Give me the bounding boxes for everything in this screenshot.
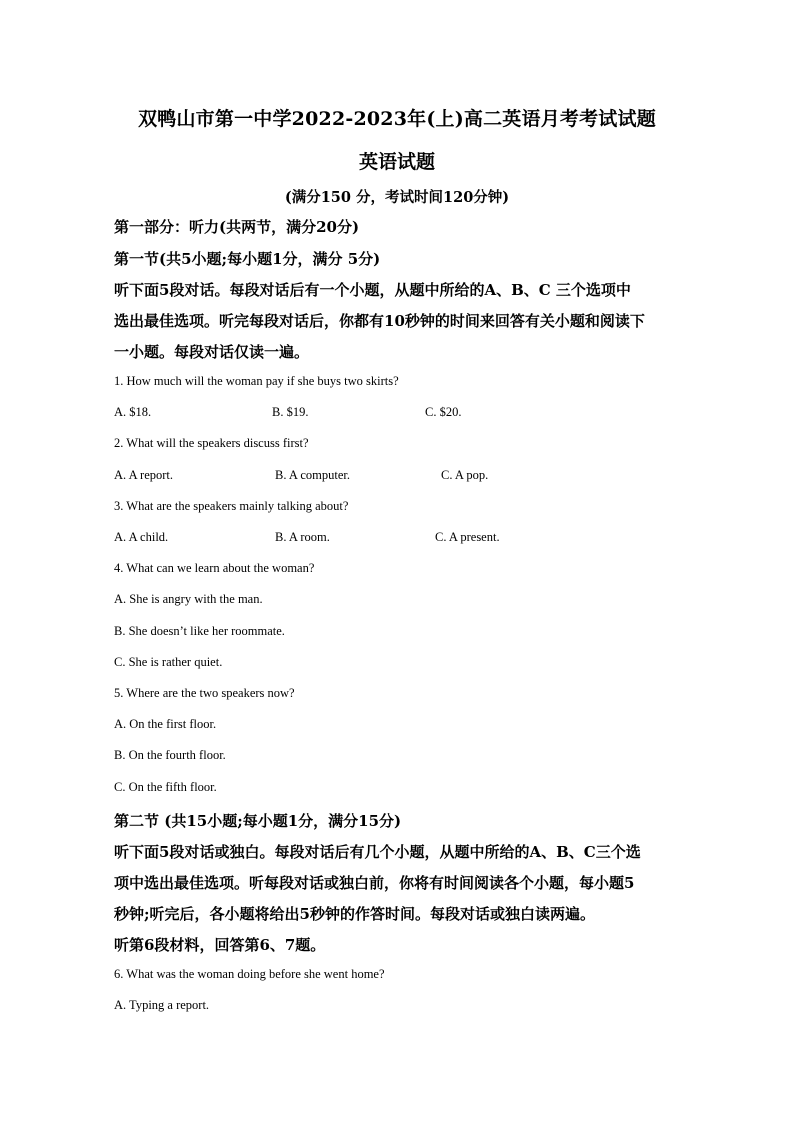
section2-instruction-line: 项中选出最佳选项。听每段对话或独白前，你将有时间阅读各个小题，每小题5: [114, 874, 635, 892]
q3-option-a: A. A child.: [114, 530, 169, 544]
q1-option-c: C. $20.: [425, 405, 462, 419]
q4-option-a: A. She is angry with the man.: [114, 592, 263, 606]
question-1: 1. How much will the woman pay if she buys two skirts?: [114, 374, 399, 388]
section1-instruction-line: 选出最佳选项。听完每段对话后，你都有10秒钟的时间来回答有关小题和阅读下: [114, 312, 645, 330]
score-note: (满分150 分，考试时间120分钟): [284, 189, 510, 206]
question-4: 4. What can we learn about the woman?: [114, 561, 315, 575]
q3-option-c: C. A present.: [435, 530, 500, 544]
q5-option-c: C. On the fifth floor.: [114, 780, 217, 794]
exam-title: 双鸭山市第一中学2022-2023年(上)高二英语月考考试试题: [138, 108, 656, 130]
section1-instruction-line: 听下面5段对话。每段对话后有一个小题，从题中所给的A、B、C 三个选项中: [114, 281, 631, 299]
section1-heading: 第一节(共5小题;每小题1分，满分 5分): [114, 250, 381, 268]
q5-option-b: B. On the fourth floor.: [114, 748, 226, 762]
q4-option-c: C. She is rather quiet.: [114, 655, 223, 669]
section2-heading: 第二节 (共15小题;每小题1分，满分15分): [114, 812, 402, 830]
section2-instruction-line: 听下面5段对话或独白。每段对话后有几个小题，从题中所给的A、B、C三个选: [114, 843, 641, 861]
question-2: 2. What will the speakers discuss first?: [114, 436, 309, 450]
q1-option-b: B. $19.: [272, 405, 309, 419]
q5-option-a: A. On the first floor.: [114, 717, 217, 731]
material-note: 听第6段材料，回答第6、7题。: [114, 936, 326, 954]
q6-option-a: A. Typing a report.: [114, 998, 210, 1012]
q2-option-c: C. A pop.: [441, 468, 489, 482]
part1-heading: 第一部分：听力(共两节，满分20分): [114, 218, 360, 236]
question-6: 6. What was the woman doing before she went home?: [114, 967, 385, 981]
question-3: 3. What are the speakers mainly talking about?: [114, 499, 349, 513]
q1-option-a: A. $18.: [114, 405, 152, 419]
q4-option-b: B. She doesn’t like her roommate.: [114, 624, 285, 638]
q2-option-b: B. A computer.: [275, 468, 350, 482]
section1-instruction-line: 一小题。每段对话仅读一遍。: [114, 343, 310, 361]
section2-instruction-line: 秒钟;听完后，各小题将给出5秒钟的作答时间。每段对话或独白读两遍。: [114, 905, 595, 923]
q2-option-a: A. A report.: [114, 468, 174, 482]
q3-option-b: B. A room.: [275, 530, 330, 544]
exam-subtitle: 英语试题: [358, 151, 435, 173]
question-5: 5. Where are the two speakers now?: [114, 686, 295, 700]
